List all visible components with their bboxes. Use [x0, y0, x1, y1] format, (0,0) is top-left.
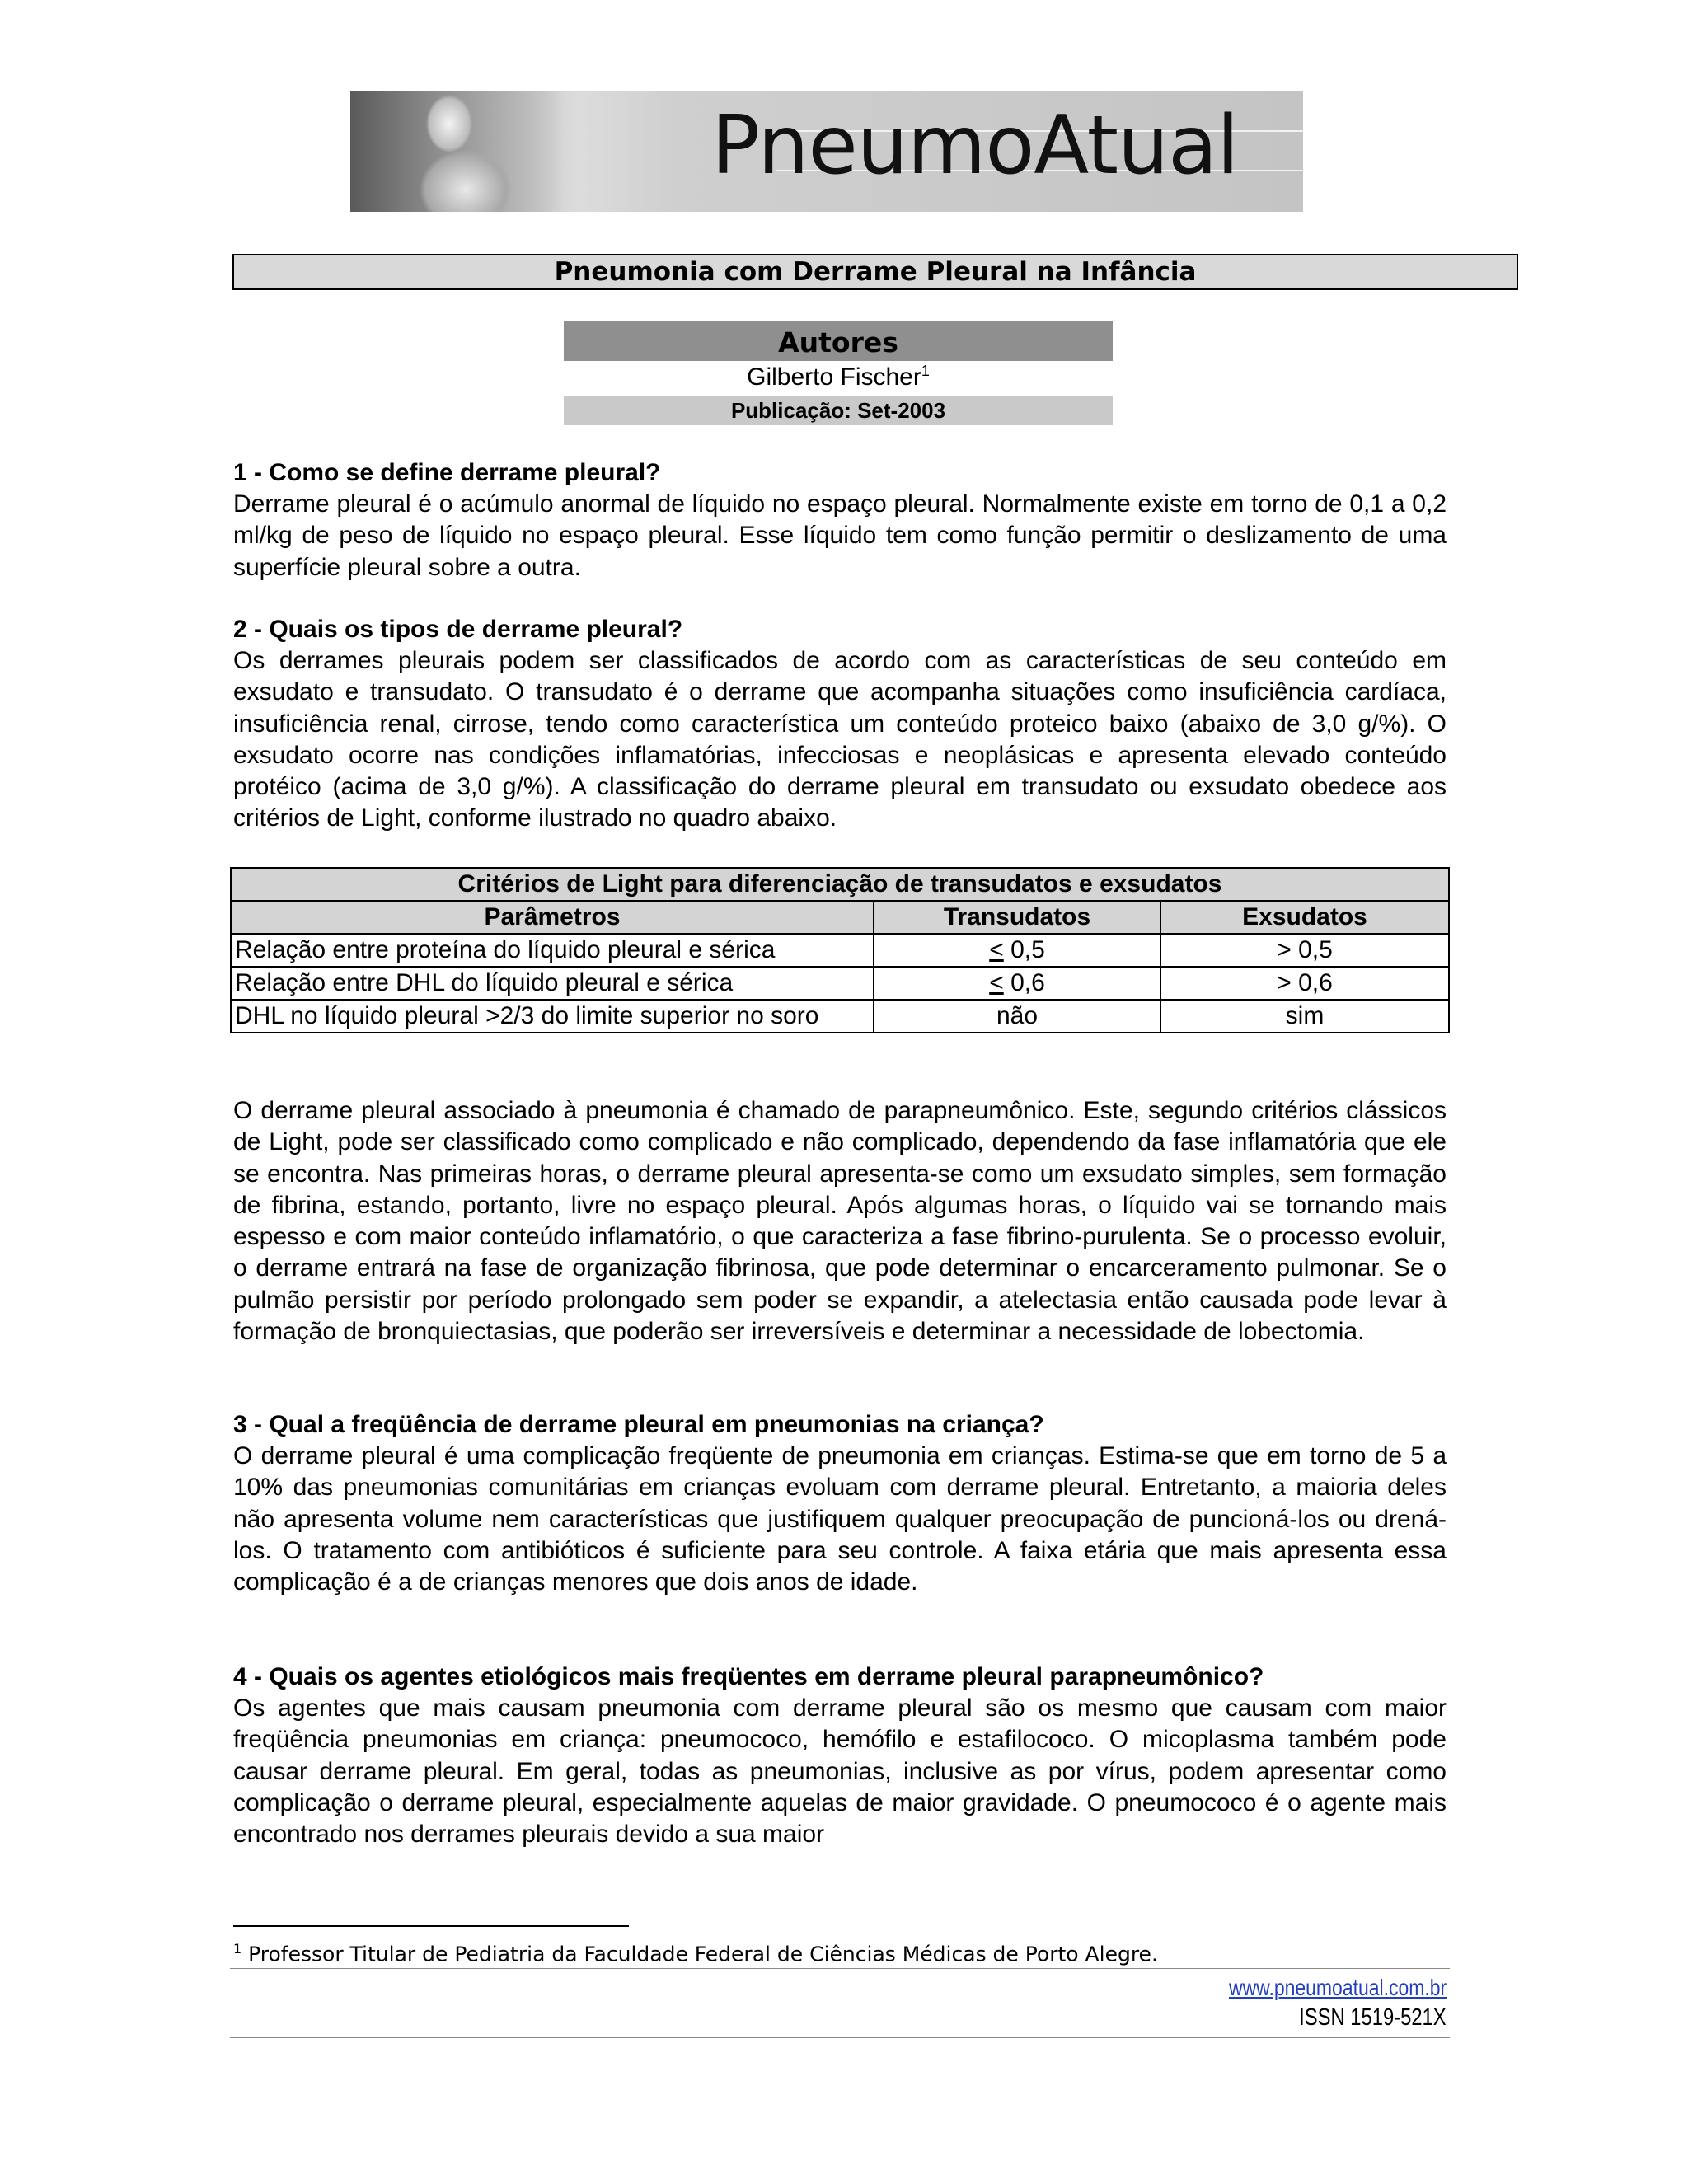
table-cell: Relação entre proteína do líquido pleural e sérica	[231, 934, 874, 967]
table-cell: > 0,6	[1160, 967, 1449, 1000]
paragraph: O derrame pleural é uma complicação freqüente de pneumonia em crianças. Estima-se que em torno de 5 a 10% das pneumonias comunitárias em crianças evoluam com derrame pleural. Entretanto, a maioria deles não apresenta volume nem características que justifiquem qualquer preocupação de puncioná-los ou drená-los. O tratamento com antibióticos é suficiente para seu controle. A faixa etária que mais apresenta essa complicação é a de crianças menores que dois anos de idade.	[233, 1442, 1447, 1596]
table-caption: Critérios de Light para diferenciação de transudatos e exsudatos	[231, 868, 1449, 901]
article-title: Pneumonia com Derrame Pleural na Infância	[232, 254, 1518, 290]
table-cell: DHL no líquido pleural >2/3 do limite superior no soro	[231, 1000, 874, 1033]
table-header: Exsudatos	[1160, 901, 1449, 934]
publication-date: Publicação: Set-2003	[564, 396, 1113, 425]
paragraph: Os derrames pleurais podem ser classificados de acordo com as características de seu conteúdo em exsudato e transudato. O transudato é o derrame que acompanha situações como insuficiência cardíaca, insuficiência renal, cirrose, tendo como característica um conteúdo proteico baixo (abaixo de 3,0 g/%). O exsudato ocorre nas condições inflamatórias, infecciosas e neoplásicas e apresenta elevado conteúdo protéico (acima de 3,0 g/%). A classificação do derrame pleural em transudato ou exsudato obedece aos critérios de Light, conforme ilustrado no quadro abaixo.	[233, 647, 1447, 832]
table-cell: > 0,5	[1160, 934, 1449, 967]
light-criteria-table	[230, 867, 1450, 1033]
footnote-divider	[233, 1925, 629, 1927]
table-cell: < 0,5	[874, 934, 1160, 967]
header-banner	[350, 91, 1303, 212]
question-heading: 3 - Qual a freqüência de derrame pleural em pneumonias na criança?	[233, 1411, 1044, 1438]
section-4	[233, 1661, 1447, 1850]
footnote-marker: 1	[233, 1941, 242, 1957]
paragraph: Derrame pleural é o acúmulo anormal de líquido no espaço pleural. Normalmente existe em torno de 0,1 a 0,2 ml/kg de peso de líquido no espaço pleural. Esse líquido tem como função permitir o deslizamento de uma superfície pleural sobre a outra.	[233, 490, 1447, 581]
section-1	[233, 457, 1447, 583]
paragraph: Os agentes que mais causam pneumonia com derrame pleural são os mesmo que causam com maior freqüência pneumonias em criança: pneumococo, hemófilo e estafilococo. O micoplasma também pode causar derrame pleural. Em geral, todas as pneumonias, inclusive as por vírus, podem apresentar como complicação o derrame pleural, especialmente aquelas de maior gravidade. O pneumococo é o agente mais encontrado nos derrames pleurais devido a sua maior	[233, 1694, 1447, 1849]
website-link[interactable]: www.pneumoatual.com.br	[1228, 1975, 1447, 2000]
table-row	[231, 1000, 1449, 1033]
section-2	[233, 614, 1447, 835]
question-heading: 4 - Quais os agentes etiológicos mais freqüentes em derrame pleural parapneumônico?	[233, 1663, 1264, 1690]
footnote-marker: 1	[921, 363, 930, 379]
authors-heading: Autores	[564, 321, 1113, 361]
table-cell: Relação entre DHL do líquido pleural e sérica	[231, 967, 874, 1000]
question-heading: 1 - Como se define derrame pleural?	[233, 459, 661, 486]
table-cell: não	[874, 1000, 1160, 1033]
footer-divider	[230, 1968, 1450, 1969]
question-heading: 2 - Quais os tipos de derrame pleural?	[233, 616, 683, 643]
table-header: Transudatos	[874, 901, 1160, 934]
table-cell: sim	[1160, 1000, 1449, 1033]
table-row	[231, 967, 1449, 1000]
table-header: Parâmetros	[231, 901, 874, 934]
doctor-photo	[350, 91, 565, 212]
logo-text: PneumoAtual	[711, 99, 1239, 193]
footer-divider	[230, 2037, 1450, 2038]
footnote: $^1$ Professor Titular de Pediatria da Faculdade Federal de Ciências Médicas de Porto Alegre.	[233, 1941, 1158, 1966]
author-name: Gilberto Fischer$^1$	[747, 363, 930, 391]
paragraph: O derrame pleural associado à pneumonia é chamado de parapneumônico. Este, segundo critérios clássicos de Light, pode ser classificado como complicado e não complicado, dependendo da fase inflamatória que ele se encontra. Nas primeiras horas, o derrame pleural apresenta-se como um exsudato simples, sem formação de fibrina, estando, portanto, livre no espaço pleural. Após algumas horas, o líquido vai se tornando mais espesso e com maior conteúdo inflamatório, o que caracteriza a fase fibrino-purulenta. Se o processo evoluir, o derrame entrará na fase de organização fibrinosa, que pode determinar o encarceramento pulmonar. Se o pulmão persistir por período prolongado sem poder se expandir, a atelectasia então causada pode levar à formação de bronquiectasias, que poderão ser irreversíveis e determinar a necessidade de lobectomia.	[233, 1097, 1447, 1346]
parapneumonic-section	[233, 1095, 1447, 1347]
issn-label: ISSN 1519-521X	[1299, 2004, 1447, 2031]
section-3	[233, 1409, 1447, 1598]
table-cell: < 0,6	[874, 967, 1160, 1000]
table-row	[231, 934, 1449, 967]
